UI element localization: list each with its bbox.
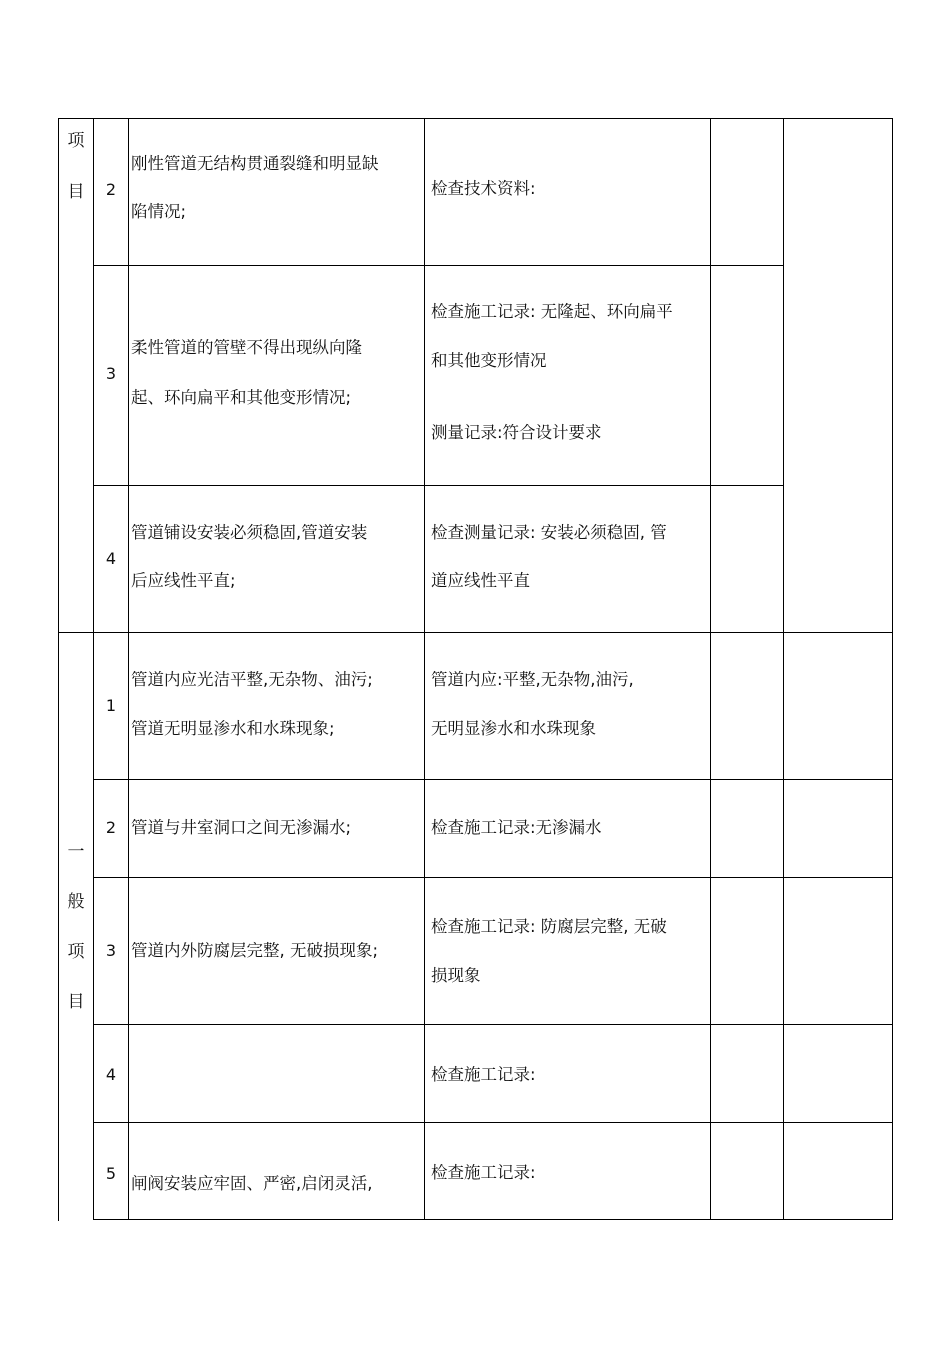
method-text: 无明显渗水和水珠现象 bbox=[431, 719, 596, 738]
requirement-text: 起、环向扁平和其他变形情况; bbox=[131, 388, 352, 407]
requirement-text: 闸阀安装应牢固、严密,启闭灵活, bbox=[131, 1174, 373, 1193]
row-number: 1 bbox=[105, 696, 117, 715]
row-divider-general-4 bbox=[93, 1122, 893, 1123]
column-divider-method bbox=[424, 118, 425, 1220]
requirement-text: 管道内外防腐层完整, 无破损现象; bbox=[131, 941, 379, 960]
row-divider-main-2 bbox=[93, 265, 784, 266]
method-text: 检查施工记录:无渗漏水 bbox=[431, 818, 602, 837]
method-text: 检查施工记录: bbox=[431, 1065, 536, 1084]
table-border-top bbox=[58, 118, 893, 119]
row-number: 3 bbox=[105, 364, 117, 383]
requirement-text: 管道无明显渗水和水珠现象; bbox=[131, 719, 335, 738]
row-divider-general-2 bbox=[93, 877, 893, 878]
section-label-main-char: 目 bbox=[67, 182, 85, 202]
method-text: 检查施工记录: 防腐层完整, 无破 bbox=[431, 917, 667, 936]
requirement-text: 陷情况; bbox=[131, 202, 187, 221]
row-number: 2 bbox=[105, 818, 117, 837]
column-divider-remark bbox=[783, 118, 784, 1220]
row-number: 3 bbox=[105, 941, 117, 960]
section-label-general-char: 目 bbox=[67, 992, 85, 1012]
row-divider-general-1 bbox=[93, 779, 893, 780]
column-divider-number bbox=[93, 118, 94, 1220]
column-divider-requirement bbox=[128, 118, 129, 1220]
column-divider-result bbox=[710, 118, 711, 1220]
section-label-main-char: 项 bbox=[67, 131, 85, 151]
row-number: 4 bbox=[105, 549, 117, 568]
row-number: 5 bbox=[105, 1164, 117, 1183]
requirement-text: 管道与井室洞口之间无渗漏水; bbox=[131, 818, 352, 837]
row-number: 2 bbox=[105, 180, 117, 199]
row-divider-general-3 bbox=[93, 1024, 893, 1025]
section-label-general-char: 项 bbox=[67, 942, 85, 962]
requirement-text: 管道铺设安装必须稳固,管道安装 bbox=[131, 523, 368, 542]
method-text: 检查施工记录: 无隆起、环向扁平 bbox=[431, 302, 673, 321]
method-text: 检查测量记录: 安装必须稳固, 管 bbox=[431, 523, 667, 542]
section-label-general-char: 一 bbox=[67, 842, 85, 862]
table-border-bottom bbox=[93, 1219, 893, 1220]
method-text: 道应线性平直 bbox=[431, 571, 530, 590]
requirement-text: 柔性管道的管壁不得出现纵向隆 bbox=[131, 338, 362, 357]
table-border-right bbox=[892, 118, 893, 1220]
method-text: 检查技术资料: bbox=[431, 179, 536, 198]
method-text: 测量记录:符合设计要求 bbox=[431, 423, 602, 442]
table-border-left bbox=[58, 118, 59, 1221]
requirement-text: 后应线性平直; bbox=[131, 571, 236, 590]
row-divider-main-3 bbox=[93, 485, 784, 486]
section-divider bbox=[58, 632, 893, 633]
row-number: 4 bbox=[105, 1065, 117, 1084]
method-text: 检查施工记录: bbox=[431, 1163, 536, 1182]
method-text: 管道内应:平整,无杂物,油污, bbox=[431, 670, 634, 689]
method-text: 和其他变形情况 bbox=[431, 351, 547, 370]
method-text: 损现象 bbox=[431, 966, 481, 985]
section-label-general-char: 般 bbox=[67, 892, 85, 912]
requirement-text: 刚性管道无结构贯通裂缝和明显缺 bbox=[131, 154, 379, 173]
requirement-text: 管道内应光洁平整,无杂物、油污; bbox=[131, 670, 373, 689]
